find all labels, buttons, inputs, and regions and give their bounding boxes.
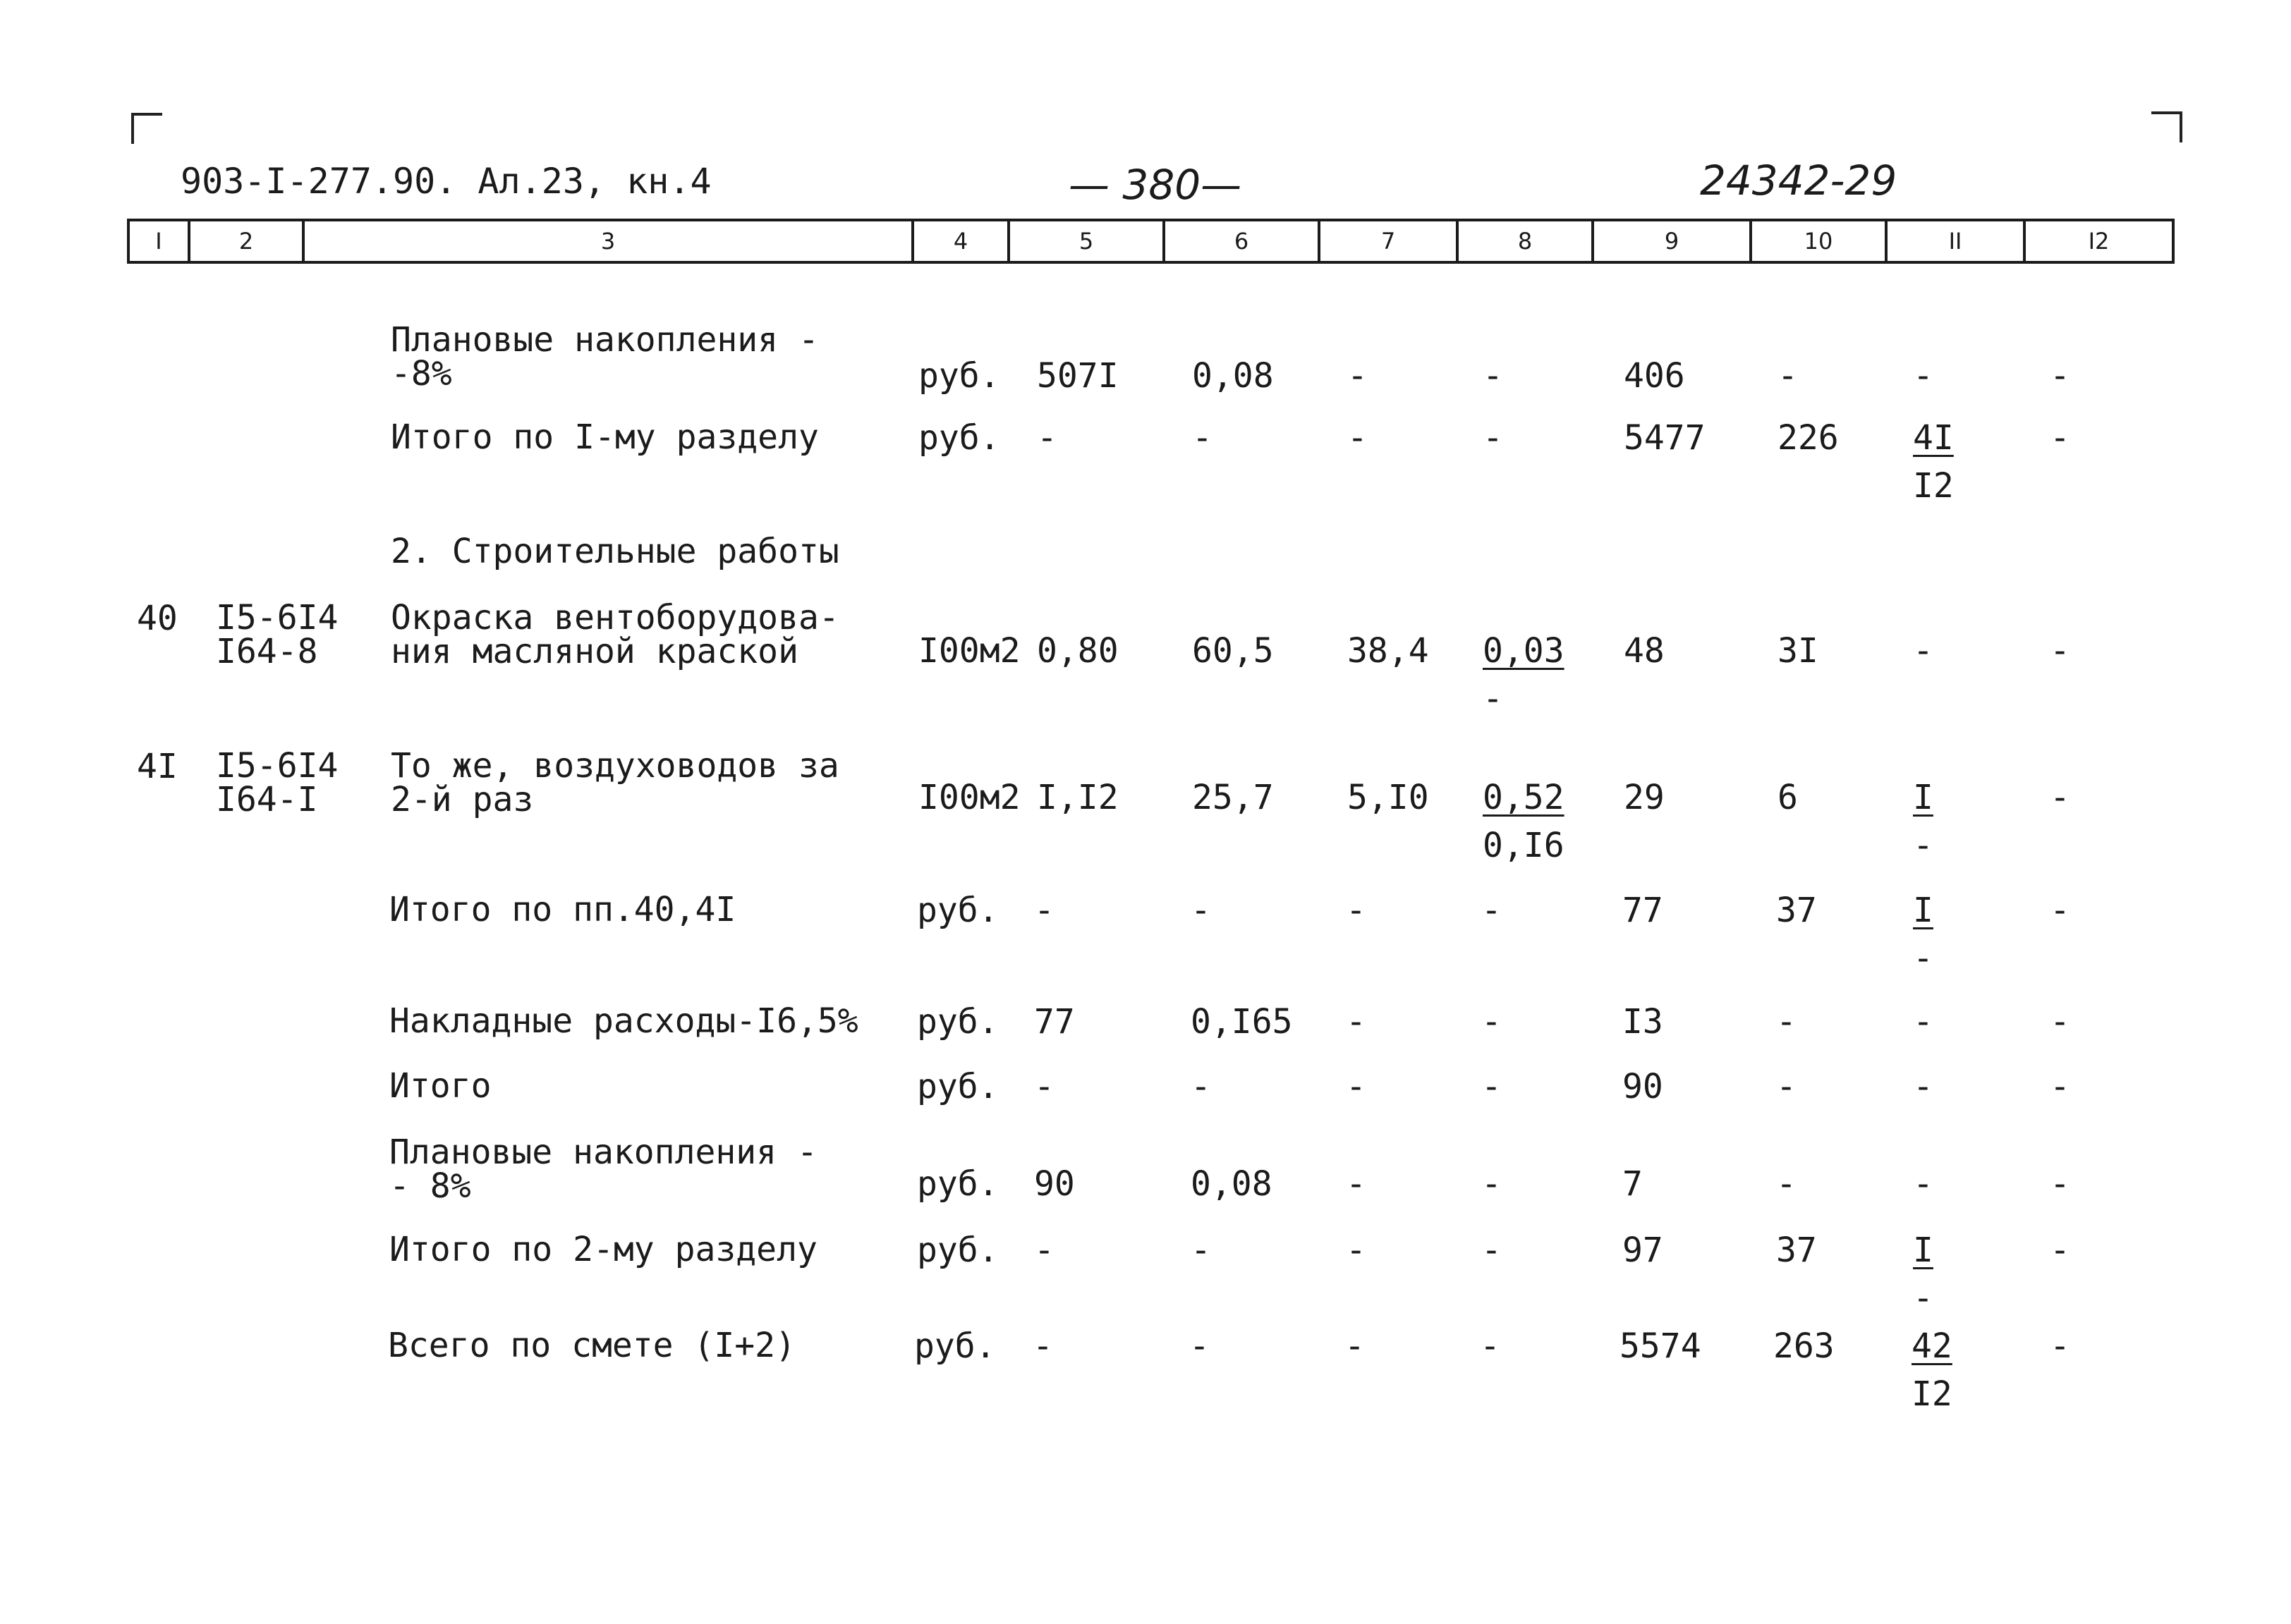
row-description: Окраска вентоборудова- ния масляной краской — [391, 598, 839, 671]
row-col8: - — [1481, 1231, 1502, 1270]
row-col12: - — [2050, 1231, 2070, 1270]
column-number: 2 — [190, 221, 305, 261]
row-col9: 48 — [1624, 631, 1665, 671]
row-col11: - — [1913, 1067, 1933, 1106]
row-col8: - — [1481, 891, 1502, 930]
row-col8: - — [1481, 1002, 1502, 1042]
row-col9: 90 — [1622, 1067, 1663, 1106]
row-col7: 5,I0 — [1347, 778, 1429, 817]
column-number: I2 — [2088, 228, 2110, 255]
column-number: 8 — [1459, 221, 1594, 261]
row-code: I5-6I4 I64-I — [216, 746, 339, 819]
row-col11-lower: - — [1913, 939, 1933, 978]
row-col10: 6 — [1778, 778, 1798, 817]
row-col12: - — [2050, 1002, 2070, 1042]
row-col11-lower: - — [1913, 1278, 1933, 1318]
row-col7: - — [1346, 1164, 1366, 1204]
row-col11: 4I — [1913, 418, 1954, 458]
row-col5: - — [1034, 1067, 1055, 1106]
row-col5: I,I2 — [1037, 778, 1119, 817]
row-col12: - — [2050, 631, 2070, 671]
row-col12: - — [2050, 1164, 2070, 1204]
row-col11: I — [1913, 891, 1933, 930]
row-col9: 5477 — [1624, 418, 1706, 458]
row-col11: - — [1913, 1002, 1933, 1042]
row-col11: - — [1913, 356, 1933, 396]
row-col12: - — [2050, 891, 2070, 930]
row-col12: - — [2050, 1326, 2070, 1366]
row-unit: руб. — [917, 1067, 999, 1106]
column-number: 9 — [1594, 221, 1752, 261]
row-col11: - — [1913, 631, 1933, 671]
row-col7: - — [1346, 891, 1366, 930]
row-col10: 37 — [1776, 891, 1817, 930]
row-col8: - — [1481, 1164, 1502, 1204]
row-unit: руб. — [917, 1002, 999, 1042]
row-col5: - — [1034, 1231, 1055, 1270]
row-col10: - — [1778, 356, 1798, 396]
row-col10: 226 — [1778, 418, 1839, 458]
row-col10: - — [1776, 1164, 1797, 1204]
row-description: Итого — [389, 1066, 492, 1106]
row-description: Итого по пп.40,4I — [389, 890, 736, 929]
row-col8: 0,52 — [1483, 778, 1564, 817]
row-col7: - — [1347, 356, 1368, 396]
row-col9: 97 — [1622, 1231, 1663, 1270]
stamp-number: 24342-29 — [1700, 157, 1897, 204]
row-col6: 0,I65 — [1191, 1002, 1293, 1042]
row-unit: руб. — [914, 1326, 996, 1366]
row-col6: 0,08 — [1192, 356, 1274, 396]
row-number: 40 — [137, 599, 178, 638]
crop-mark-top-right — [2151, 111, 2182, 142]
row-col9: 77 — [1622, 891, 1663, 930]
row-col11: 42 — [1912, 1326, 1952, 1366]
row-col9: 5574 — [1620, 1326, 1701, 1366]
row-col10: 3I — [1778, 631, 1818, 671]
row-col11-lower: I2 — [1912, 1374, 1952, 1414]
row-col11-lower: I2 — [1913, 466, 1954, 506]
row-col8-lower: 0,I6 — [1483, 826, 1564, 865]
column-number: 6 — [1165, 221, 1320, 261]
row-unit: руб. — [917, 1231, 999, 1270]
row-col7: 38,4 — [1347, 631, 1429, 671]
row-col9: 7 — [1622, 1164, 1643, 1204]
column-number-header — [127, 219, 2175, 264]
row-col11: I — [1913, 1231, 1933, 1270]
row-col11-lower: - — [1913, 826, 1933, 865]
row-unit: I00м2 — [918, 631, 1021, 671]
document-code: 903-I-277.90. Ал.23, кн.4 — [181, 161, 712, 202]
row-unit: руб. — [918, 418, 1000, 458]
row-col8: - — [1481, 1067, 1502, 1106]
row-col9: 29 — [1624, 778, 1665, 817]
row-col10: 37 — [1776, 1231, 1817, 1270]
row-unit: I00м2 — [918, 778, 1021, 817]
row-description: Плановые накопления - -8% — [391, 320, 819, 393]
row-unit: руб. — [918, 356, 1000, 396]
row-col7: - — [1346, 1231, 1366, 1270]
row-col6: 60,5 — [1192, 631, 1274, 671]
row-col7: - — [1347, 418, 1368, 458]
row-col9: I3 — [1622, 1002, 1663, 1042]
row-description: Всего по смете (I+2) — [388, 1326, 796, 1365]
column-number: 7 — [1320, 221, 1459, 261]
row-col8: - — [1483, 418, 1503, 458]
row-col6: 25,7 — [1192, 778, 1274, 817]
row-unit: руб. — [917, 1164, 999, 1204]
section-heading: 2. Строительные работы — [391, 532, 839, 571]
row-col11: - — [1913, 1164, 1933, 1204]
row-col8: 0,03 — [1483, 631, 1564, 671]
column-number: 10 — [1752, 221, 1888, 261]
row-col6: - — [1189, 1326, 1210, 1366]
row-col5: - — [1034, 891, 1055, 930]
row-col5: 90 — [1034, 1164, 1075, 1204]
row-col7: - — [1344, 1326, 1365, 1366]
column-number: I — [130, 221, 190, 261]
crop-mark-top-left — [131, 113, 162, 144]
row-col6: - — [1191, 891, 1211, 930]
row-col10: 263 — [1773, 1326, 1835, 1366]
row-col6: - — [1192, 418, 1213, 458]
row-col5: 0,80 — [1037, 631, 1119, 671]
row-col11: I — [1913, 778, 1933, 817]
row-col6: - — [1191, 1067, 1211, 1106]
row-col6: 0,08 — [1191, 1164, 1272, 1204]
row-col12: - — [2050, 356, 2070, 396]
row-col10: - — [1776, 1002, 1797, 1042]
column-number: 3 — [305, 221, 914, 261]
row-col5: - — [1033, 1326, 1053, 1366]
row-col5: - — [1037, 418, 1057, 458]
row-description: То же, воздуховодов за 2-й раз — [391, 746, 839, 819]
row-description: Итого по I-му разделу — [391, 417, 819, 457]
row-code: I5-6I4 I64-8 — [216, 598, 339, 671]
row-number: 4I — [137, 747, 178, 786]
column-number: 5 — [1010, 221, 1165, 261]
row-col12: - — [2050, 1067, 2070, 1106]
row-col7: - — [1346, 1002, 1366, 1042]
row-col8: - — [1480, 1326, 1500, 1366]
row-col9: 406 — [1624, 356, 1685, 396]
column-number: II — [1888, 221, 2026, 261]
row-col6: - — [1191, 1231, 1211, 1270]
row-description: Накладные расходы-I6,5% — [389, 1001, 858, 1041]
row-col5: 507I — [1037, 356, 1119, 396]
row-col12: - — [2050, 778, 2070, 817]
page-number: — 380— — [1069, 161, 1242, 209]
row-col7: - — [1346, 1067, 1366, 1106]
row-col8: - — [1483, 356, 1503, 396]
row-description: Плановые накопления - - 8% — [389, 1132, 818, 1206]
row-col12: - — [2050, 418, 2070, 458]
row-col5: 77 — [1034, 1002, 1075, 1042]
row-col8-lower: - — [1483, 679, 1503, 719]
row-col10: - — [1776, 1067, 1797, 1106]
row-description: Итого по 2-му разделу — [389, 1230, 818, 1269]
column-number: 4 — [914, 221, 1010, 261]
row-unit: руб. — [917, 891, 999, 930]
